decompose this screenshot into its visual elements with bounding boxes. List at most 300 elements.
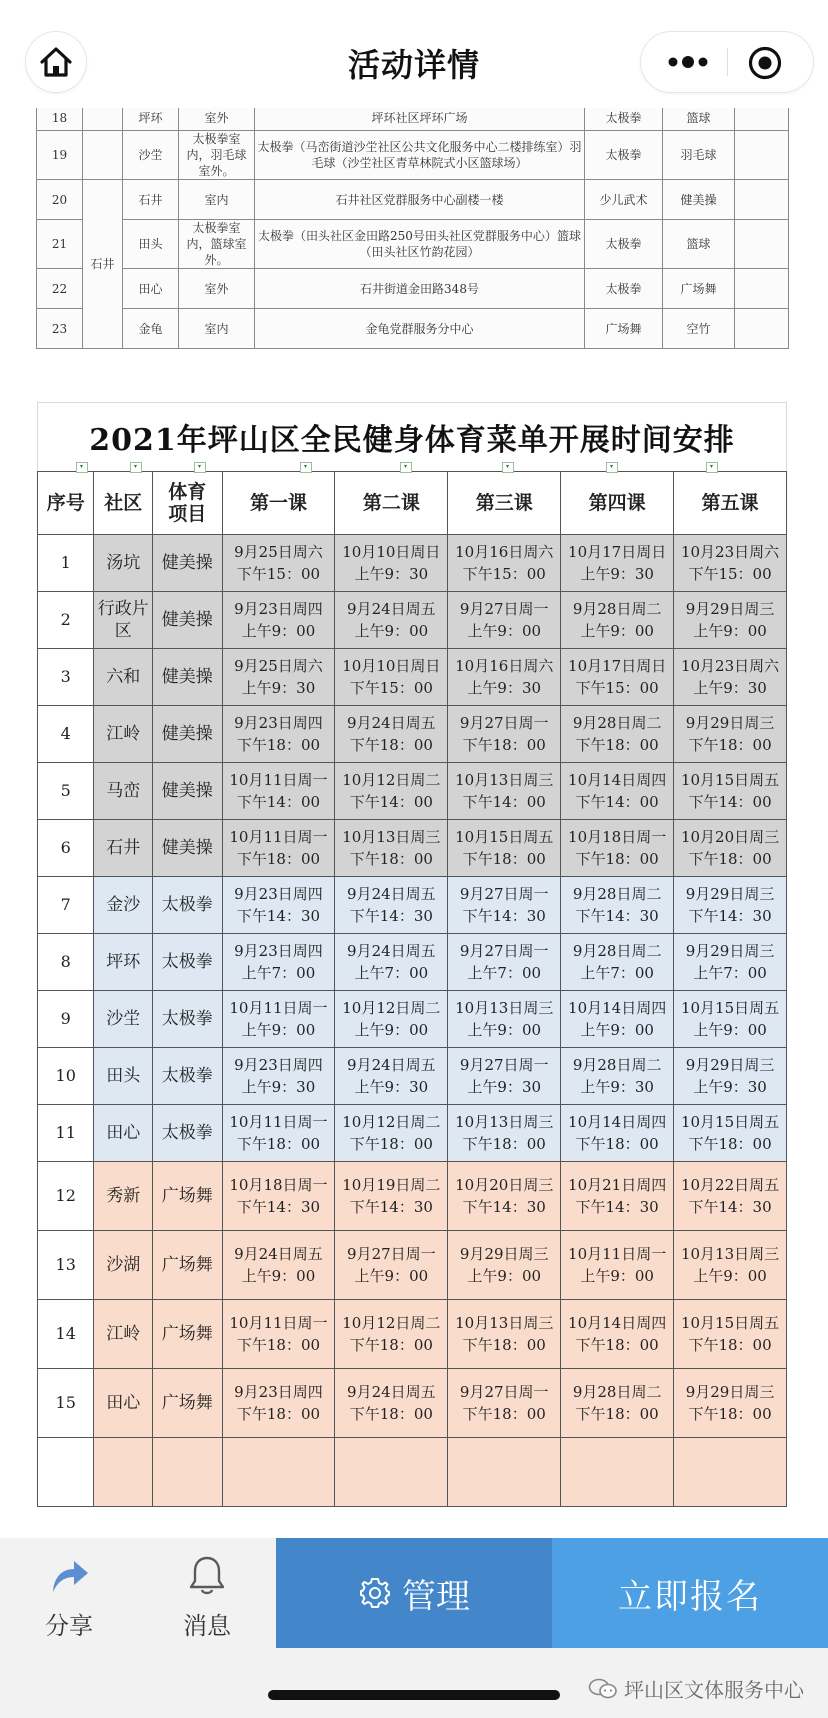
row-sport: 太极拳 (153, 877, 222, 934)
class-date: 9月28日周二 (572, 1056, 662, 1074)
venue-sport-1: 太极拳 (585, 108, 663, 131)
class-date: 10月15日周五 (680, 771, 780, 789)
header-class-4: 第四课 (561, 472, 674, 535)
class-3-cell (448, 592, 561, 649)
class-time: 下午14：30 (236, 907, 321, 925)
bottom-action-bar (0, 1538, 828, 1718)
class-time: 上午9：00 (467, 1267, 542, 1285)
class-date: 10月11日周一 (229, 1113, 328, 1131)
row-sport: 健美操 (153, 706, 222, 763)
class-date: 10月20日周三 (680, 828, 780, 846)
class-3-cell (448, 877, 561, 934)
class-2-cell (335, 934, 448, 991)
class-time: 下午18：00 (462, 850, 546, 868)
row-community: 田头 (94, 1048, 153, 1105)
close-target-icon[interactable] (747, 45, 783, 81)
venue-extra (735, 108, 789, 131)
signup-label: 立即报名 (618, 1576, 762, 1617)
venue-location: 石井社区党群服务中心副楼一楼 (255, 180, 585, 220)
class-date: 9月23日周四 (234, 942, 323, 960)
class-date: 10月11日周一 (229, 771, 328, 789)
row-sport: 广场舞 (153, 1231, 222, 1300)
class-2-cell (335, 706, 448, 763)
class-time: 上午9：30 (241, 679, 316, 697)
class-date: 9月25日周六 (234, 543, 323, 561)
filter-icon: ▾ (300, 462, 312, 473)
class-time: 下午18：00 (236, 736, 321, 754)
row-number: 12 (38, 1162, 94, 1231)
venue-location: 太极拳（田头社区金田路250号田头社区党群服务中心）篮球（田头社区竹韵花园） (255, 220, 585, 269)
venue-row (37, 131, 789, 180)
class-3-cell (448, 1048, 561, 1105)
class-time: 上午9：00 (467, 622, 542, 640)
class-time: 上午9：00 (241, 1021, 316, 1039)
class-date: 10月11日周一 (229, 828, 328, 846)
partial-cell (153, 1438, 222, 1507)
manage-label: 管理 (402, 1576, 470, 1617)
venue-no: 23 (37, 309, 83, 349)
venue-no: 18 (37, 108, 83, 131)
schedule-table (37, 471, 787, 1507)
venue-type: 太极拳室内，篮球室外。 (179, 220, 255, 269)
schedule-row (38, 763, 787, 820)
class-1-cell (222, 1048, 335, 1105)
row-number: 3 (38, 649, 94, 706)
class-2-cell (335, 649, 448, 706)
venue-sport-1: 少儿武术 (585, 180, 663, 220)
class-4-cell (561, 763, 674, 820)
class-time: 下午18：00 (462, 1405, 546, 1423)
gear-icon (358, 1576, 392, 1610)
class-time: 下午14：00 (349, 793, 433, 811)
class-date: 10月13日周三 (455, 1314, 554, 1332)
class-date: 9月28日周二 (572, 600, 662, 618)
class-date: 9月24日周五 (347, 600, 436, 618)
venue-sport-2: 健美操 (663, 180, 735, 220)
venue-table (36, 108, 789, 349)
row-sport: 太极拳 (153, 991, 222, 1048)
class-date: 9月23日周四 (234, 885, 323, 903)
class-3-cell (448, 649, 561, 706)
class-3-cell (448, 820, 561, 877)
capsule-divider (727, 48, 728, 76)
class-date: 10月11日周一 (229, 1314, 328, 1332)
class-date: 10月16日周六 (455, 657, 554, 675)
venue-location: 坪环社区坪环广场 (255, 108, 585, 131)
class-5-cell (674, 649, 787, 706)
row-sport: 健美操 (153, 820, 222, 877)
row-number: 13 (38, 1231, 94, 1300)
class-time: 下午18：00 (462, 1336, 546, 1354)
class-5-cell (674, 592, 787, 649)
class-date: 9月27日周一 (459, 714, 549, 732)
row-number: 4 (38, 706, 94, 763)
row-number: 11 (38, 1105, 94, 1162)
class-4-cell (561, 1105, 674, 1162)
class-5-cell (674, 763, 787, 820)
class-2-cell (335, 991, 448, 1048)
class-time: 上午7：00 (354, 964, 429, 982)
class-1-cell (222, 1231, 335, 1300)
venue-location: 太极拳（马峦街道沙坣社区公共文化服务中心二楼排练室）羽毛球（沙坣社区青草林院式小区篮球场） (255, 131, 585, 180)
share-label: 分享 (45, 1612, 93, 1640)
schedule-row (38, 934, 787, 991)
schedule-row (38, 592, 787, 649)
class-time: 上午9：30 (467, 679, 542, 697)
row-number: 1 (38, 535, 94, 592)
schedule-row (38, 1105, 787, 1162)
filter-markers (38, 463, 786, 473)
more-icon[interactable] (666, 50, 710, 74)
class-date: 9月27日周一 (459, 1383, 549, 1401)
class-date: 10月20日周三 (455, 1176, 554, 1194)
venue-extra (735, 180, 789, 220)
venue-street-cell (83, 131, 123, 180)
class-time: 上午9：00 (354, 622, 429, 640)
class-2-cell (335, 877, 448, 934)
class-3-cell (448, 1231, 561, 1300)
class-3-cell (448, 1369, 561, 1438)
class-date: 10月15日周五 (680, 1113, 780, 1131)
class-time: 下午14：30 (688, 1198, 772, 1216)
class-time: 下午14：00 (688, 793, 772, 811)
class-date: 9月24日周五 (347, 1056, 436, 1074)
header-community: 社区 (94, 472, 153, 535)
row-community: 石井 (94, 820, 153, 877)
header-class-3: 第三课 (448, 472, 561, 535)
class-date: 9月28日周二 (572, 885, 662, 903)
class-time: 上午9：00 (241, 1267, 316, 1285)
class-1-cell (222, 649, 335, 706)
schedule-image (37, 402, 787, 1507)
venue-community: 田头 (123, 220, 179, 269)
header-class-1: 第一课 (222, 472, 335, 535)
class-date: 10月13日周三 (680, 1245, 780, 1263)
schedule-header-row (38, 472, 787, 535)
class-date: 10月17日周日 (568, 657, 667, 675)
home-indicator[interactable] (268, 1690, 560, 1700)
class-1-cell (222, 820, 335, 877)
class-time: 下午18：00 (236, 1405, 321, 1423)
class-date: 10月21日周四 (568, 1176, 667, 1194)
venue-no: 19 (37, 131, 83, 180)
class-time: 下午15：00 (575, 679, 659, 697)
row-community: 田心 (94, 1105, 153, 1162)
class-4-cell (561, 1231, 674, 1300)
row-number: 10 (38, 1048, 94, 1105)
class-time: 上午9：00 (354, 1267, 429, 1285)
class-time: 下午14：00 (575, 793, 659, 811)
row-sport: 广场舞 (153, 1300, 222, 1369)
class-time: 下午18：00 (688, 1336, 772, 1354)
class-date: 9月29日周三 (459, 1245, 549, 1263)
venue-community: 石井 (123, 180, 179, 220)
class-date: 9月29日周三 (685, 600, 775, 618)
class-1-cell (222, 877, 335, 934)
class-time: 上午9：00 (580, 1021, 654, 1039)
class-4-cell (561, 592, 674, 649)
class-1-cell (222, 592, 335, 649)
class-date: 10月16日周六 (455, 543, 554, 561)
class-1-cell (222, 1105, 335, 1162)
venue-location: 石井街道金田路348号 (255, 269, 585, 309)
venue-sport-1: 太极拳 (585, 269, 663, 309)
header-class-2: 第二课 (335, 472, 448, 535)
class-time: 下午14：30 (349, 907, 433, 925)
class-time: 上午9：30 (241, 1078, 316, 1096)
class-date: 9月29日周三 (685, 885, 775, 903)
class-3-cell (448, 1162, 561, 1231)
filter-icon: ▾ (76, 462, 88, 473)
row-sport: 健美操 (153, 763, 222, 820)
class-date: 9月23日周四 (234, 1383, 323, 1401)
class-3-cell (448, 991, 561, 1048)
class-time: 下午14：30 (462, 1198, 546, 1216)
schedule-row (38, 649, 787, 706)
class-time: 下午18：00 (236, 850, 321, 868)
share-button[interactable] (0, 1538, 138, 1648)
class-date: 10月12日周二 (342, 1113, 441, 1131)
header-no: 序号 (38, 472, 94, 535)
class-time: 下午18：00 (462, 736, 546, 754)
class-date: 10月12日周二 (342, 771, 441, 789)
class-date: 10月14日周四 (568, 1113, 667, 1131)
class-time: 下午14：30 (462, 907, 546, 925)
schedule-row (38, 1300, 787, 1369)
class-date: 10月23日周六 (680, 657, 780, 675)
class-5-cell (674, 934, 787, 991)
row-number: 15 (38, 1369, 94, 1438)
class-2-cell (335, 1162, 448, 1231)
class-2-cell (335, 592, 448, 649)
row-sport: 太极拳 (153, 934, 222, 991)
watermark-text: 坪山区文体服务中心 (624, 1678, 804, 1702)
class-date: 10月13日周三 (455, 999, 554, 1017)
class-time: 下午14：30 (575, 907, 659, 925)
class-4-cell (561, 649, 674, 706)
class-2-cell (335, 535, 448, 592)
class-4-cell (561, 934, 674, 991)
class-time: 上午9：30 (580, 1078, 654, 1096)
row-number: 5 (38, 763, 94, 820)
schedule-title (37, 402, 787, 471)
wechat-icon (588, 1678, 618, 1700)
class-date: 10月10日周日 (342, 543, 441, 561)
venue-sport-2: 篮球 (663, 220, 735, 269)
manage-button[interactable] (276, 1538, 552, 1648)
row-community: 汤坑 (94, 535, 153, 592)
schedule-row (38, 1162, 787, 1231)
bell-icon (185, 1554, 229, 1598)
class-time: 下午18：00 (575, 1135, 659, 1153)
class-time: 下午14：00 (236, 793, 321, 811)
class-1-cell (222, 535, 335, 592)
top-nav-bar (0, 0, 828, 108)
filter-icon: ▾ (400, 462, 412, 473)
class-5-cell (674, 1231, 787, 1300)
class-date: 9月24日周五 (347, 714, 436, 732)
row-community: 田心 (94, 1369, 153, 1438)
class-date: 9月28日周二 (572, 942, 662, 960)
class-date: 9月24日周五 (234, 1245, 323, 1263)
class-5-cell (674, 1162, 787, 1231)
class-5-cell (674, 820, 787, 877)
share-icon (47, 1554, 91, 1598)
class-3-cell (448, 934, 561, 991)
class-time: 下午18：00 (688, 850, 772, 868)
class-2-cell (335, 1048, 448, 1105)
schedule-row (38, 1231, 787, 1300)
venue-sport-1: 太极拳 (585, 131, 663, 180)
class-4-cell (561, 1369, 674, 1438)
schedule-row (38, 820, 787, 877)
class-date: 9月29日周三 (685, 942, 775, 960)
class-5-cell (674, 1048, 787, 1105)
class-time: 上午9：30 (467, 1078, 542, 1096)
class-time: 下午18：00 (575, 1405, 659, 1423)
schedule-row (38, 706, 787, 763)
class-time: 下午18：00 (688, 1405, 772, 1423)
filter-icon: ▾ (194, 462, 206, 473)
class-time: 上午7：00 (467, 964, 542, 982)
class-date: 9月23日周四 (234, 714, 323, 732)
class-3-cell (448, 706, 561, 763)
class-date: 10月23日周六 (680, 543, 780, 561)
row-community: 行政片区 (94, 592, 153, 649)
partial-cell (674, 1438, 787, 1507)
class-date: 9月24日周五 (347, 885, 436, 903)
class-date: 9月24日周五 (347, 1383, 436, 1401)
mini-program-capsule (641, 32, 813, 92)
class-time: 下午18：00 (575, 736, 659, 754)
schedule-title-text: 2021年坪山区全民健身体育菜单开展时间安排 (89, 423, 735, 458)
class-time: 下午18：00 (688, 1135, 772, 1153)
venue-street: 石井 (83, 180, 123, 349)
class-time: 上午9：00 (467, 1021, 542, 1039)
row-number: 6 (38, 820, 94, 877)
class-1-cell (222, 1300, 335, 1369)
class-time: 下午14：30 (575, 1198, 659, 1216)
class-4-cell (561, 1300, 674, 1369)
class-3-cell (448, 1300, 561, 1369)
class-date: 9月24日周五 (347, 942, 436, 960)
class-date: 10月12日周二 (342, 999, 441, 1017)
row-sport: 太极拳 (153, 1105, 222, 1162)
venue-location: 金龟党群服务分中心 (255, 309, 585, 349)
class-date: 9月29日周三 (685, 1383, 775, 1401)
class-time: 上午7：00 (693, 964, 767, 982)
class-date: 10月11日周一 (229, 999, 328, 1017)
venue-sport-1: 广场舞 (585, 309, 663, 349)
class-date: 9月27日周一 (459, 600, 549, 618)
class-time: 下午15：00 (236, 565, 321, 583)
class-2-cell (335, 1369, 448, 1438)
class-date: 10月15日周五 (680, 1314, 780, 1332)
class-date: 10月14日周四 (568, 999, 667, 1017)
class-4-cell (561, 1162, 674, 1231)
venue-community: 田心 (123, 269, 179, 309)
filter-icon: ▾ (502, 462, 514, 473)
schedule-row (38, 1048, 787, 1105)
filter-icon: ▾ (706, 462, 718, 473)
class-date: 9月28日周二 (572, 714, 662, 732)
class-1-cell (222, 934, 335, 991)
schedule-body (38, 535, 787, 1507)
class-1-cell (222, 1162, 335, 1231)
class-time: 下午18：00 (349, 850, 433, 868)
venue-extra (735, 131, 789, 180)
class-4-cell (561, 820, 674, 877)
header-class-5: 第五课 (674, 472, 787, 535)
class-date: 9月23日周四 (234, 1056, 323, 1074)
filter-icon: ▾ (130, 462, 142, 473)
schedule-row (38, 877, 787, 934)
class-2-cell (335, 763, 448, 820)
class-date: 10月15日周五 (680, 999, 780, 1017)
row-number: 7 (38, 877, 94, 934)
venue-no: 22 (37, 269, 83, 309)
class-time: 上午9：30 (693, 1078, 767, 1096)
venue-sport-2: 羽毛球 (663, 131, 735, 180)
class-date: 10月19日周二 (342, 1176, 441, 1194)
venue-extra (735, 269, 789, 309)
class-time: 下午18：00 (575, 1336, 659, 1354)
message-label: 消息 (183, 1612, 231, 1640)
header-sport: 体育项目 (153, 472, 222, 535)
signup-button[interactable] (552, 1538, 828, 1648)
class-date: 9月27日周一 (459, 1056, 549, 1074)
row-community: 六和 (94, 649, 153, 706)
class-time: 上午9：30 (354, 565, 429, 583)
class-4-cell (561, 706, 674, 763)
page-title: 活动详情 (347, 46, 480, 84)
venue-community: 金龟 (123, 309, 179, 349)
filter-icon: ▾ (606, 462, 618, 473)
class-time: 下午14：00 (462, 793, 546, 811)
venue-row (37, 180, 789, 220)
class-1-cell (222, 1369, 335, 1438)
row-number: 9 (38, 991, 94, 1048)
class-time: 下午14：30 (236, 1198, 321, 1216)
venue-row (37, 108, 789, 131)
class-date: 10月13日周三 (342, 828, 441, 846)
partial-cell (94, 1438, 153, 1507)
class-time: 上午9：00 (693, 1021, 767, 1039)
venue-no: 20 (37, 180, 83, 220)
class-date: 10月13日周三 (455, 1113, 554, 1131)
class-time: 上午9：30 (580, 565, 654, 583)
venue-sport-1: 太极拳 (585, 220, 663, 269)
venue-street-cell (83, 108, 123, 131)
class-time: 上午9：00 (693, 1267, 767, 1285)
class-5-cell (674, 877, 787, 934)
class-time: 上午9：00 (354, 1021, 429, 1039)
venue-row (37, 309, 789, 349)
class-time: 上午9：00 (580, 1267, 654, 1285)
venue-community: 沙坣 (123, 131, 179, 180)
class-4-cell (561, 877, 674, 934)
row-sport: 广场舞 (153, 1369, 222, 1438)
class-2-cell (335, 1231, 448, 1300)
class-time: 上午9：00 (241, 622, 316, 640)
class-3-cell (448, 1105, 561, 1162)
class-date: 9月29日周三 (685, 714, 775, 732)
message-button[interactable] (138, 1538, 276, 1648)
row-community: 坪环 (94, 934, 153, 991)
article-content[interactable] (0, 108, 828, 1538)
class-date: 9月27日周一 (459, 885, 549, 903)
class-date: 9月27日周一 (347, 1245, 436, 1263)
